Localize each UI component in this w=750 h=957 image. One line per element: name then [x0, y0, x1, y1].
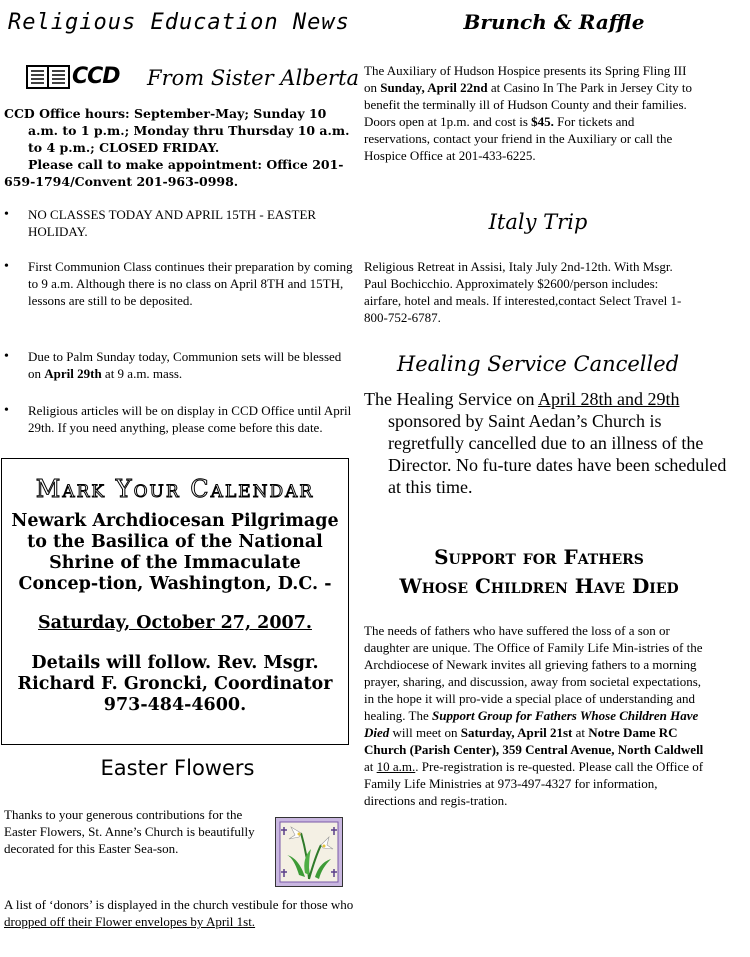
brunch-text: at Casino In The Park in Jersey City to benefit the terminally ill of Hudson County and their families. Doors open at 1p.m. and cost is — [364, 80, 693, 129]
healing-dates: April 28th and 29th — [537, 389, 680, 409]
calendar-date: Saturday, October 27, 2007. — [38, 613, 312, 633]
italy-paragraph: Religious Retreat in Assisi, Italy July 2nd-12th. With Msgr. Paul Bochicchio. Approximately $2600/person includes: airfare, hotel and meals. If interested,contact Select Travel 1-800-752-6787. — [364, 259, 682, 325]
mark-your-calendar-box — [1, 458, 349, 745]
bullet-list — [4, 206, 354, 240]
easter-underlined-text: dropped off their Flower envelopes by April 1st. — [4, 914, 256, 929]
healing-text: sponsored by Saint Aedan’s Church is regretfully cancelled due to an illness of the Director. No fu-ture dates have been scheduled at this time. — [388, 411, 727, 497]
list-item-text: Due to Palm Sunday today, Communion sets will be blessed on — [28, 349, 342, 381]
support-text: will meet on — [389, 725, 461, 740]
support-heading-line: Support for Fathers — [434, 545, 644, 569]
page-title: Religious Education News — [8, 10, 350, 35]
support-paragraph — [364, 622, 710, 809]
section-heading-support — [364, 543, 714, 601]
easter-paragraph — [4, 896, 354, 930]
support-group-name: Support Group for Fathers Whose Children Have Died — [364, 708, 699, 740]
section-heading-italy: Italy Trip — [488, 210, 588, 234]
section-heading-brunch: Brunch & Raffle — [463, 10, 645, 34]
office-hours-line: to 4 p.m.; CLOSED FRIDAY. — [28, 140, 220, 155]
support-heading-line: Whose Children Have Died — [399, 574, 679, 598]
support-date: Saturday, April 21st — [460, 725, 573, 740]
office-hours-line: 659-1794/Convent 201-963-0998. — [4, 174, 239, 189]
brunch-text: The Auxiliary of Hudson Hospice presents its Spring Fling III on — [364, 63, 687, 95]
bullet-list — [4, 348, 354, 382]
brunch-cost: $45. — [531, 114, 554, 129]
brunch-paragraph — [364, 62, 694, 164]
office-hours — [4, 105, 354, 190]
ccd-logo — [26, 62, 118, 92]
support-time: 10 a.m. — [376, 759, 416, 774]
calendar-title: Mark Your Calendar — [35, 475, 315, 503]
section-heading-sister: From Sister Alberta — [147, 66, 360, 90]
easter-paragraph: Thanks to your generous contributions for the Easter Flowers, St. Anne’s Church is beautifully decorated for this Easter Sea-son. — [4, 807, 255, 856]
list-item-date: April 29th — [44, 366, 102, 381]
support-text: at — [572, 725, 589, 740]
healing-text: The Healing Service on — [364, 389, 538, 409]
section-heading-easter: Easter Flowers — [100, 756, 255, 780]
list-item: • First Communion Class continues their preparation by coming to 9 a.m. Although there is no class on April 8TH and 15TH, lessons are still to be deposited. — [4, 258, 354, 309]
support-text: at — [364, 759, 377, 774]
bullet-list — [4, 258, 354, 309]
easter-lily-image — [275, 817, 343, 887]
office-hours-line: CCD Office hours: September-May; Sunday 10 — [4, 106, 327, 121]
brunch-text: For tickets and reservations, contact your friend in the Auxiliary or call the Hospice Office at 201-433-6225. — [364, 114, 673, 163]
support-text: . Pre-registration is re-quested. Please call the Office of Family Life Ministries at 973-497-4327 for information, directions and regis-tration. — [364, 759, 704, 808]
office-hours-line: Please call to make appointment: Office 201- — [28, 157, 344, 172]
section-heading-healing: Healing Service Cancelled — [396, 352, 680, 376]
open-book-icon — [26, 64, 70, 90]
support-location: Notre Dame RC Church (Parish Center), 359 Central Avenue, North Caldwell — [364, 725, 704, 757]
list-item: • Religious articles will be on display in CCD Office until April 29th. If you need anything, please come before this date. — [4, 402, 354, 436]
bullet-list — [4, 402, 354, 436]
healing-paragraph — [364, 388, 738, 498]
list-item-text: at 9 a.m. mass. — [101, 366, 183, 381]
support-text: The needs of fathers who have suffered the loss of a son or daughter are unique. The Office of Family Life Min-istries of the Archdiocese of Newark invites all grieving fathers to a morning prayer, sharing, and discussion, away from societal expectations, in the hope it will pro-vide a special place of understanding and healing. The — [364, 623, 703, 723]
office-hours-line: a.m. to 1 p.m.; Monday thru Thursday 10 a.m. — [28, 123, 350, 138]
brunch-date: Sunday, April 22nd — [380, 80, 488, 95]
calendar-body: Newark Archdiocesan Pilgrimage to the Basilica of the National Shrine of the Immaculate Concep-tion, Washington, D.C. - — [11, 511, 339, 594]
logo-text: CCD — [72, 64, 120, 89]
list-item — [4, 348, 354, 382]
easter-text: A list of ‘donors’ is displayed in the church vestibule for those who — [4, 897, 354, 912]
list-item: • NO CLASSES TODAY AND APRIL 15TH - EASTER HOLIDAY. — [4, 206, 354, 240]
calendar-details: Details will follow. Rev. Msgr. Richard F. Groncki, Coordinator 973-484-4600. — [17, 653, 333, 715]
